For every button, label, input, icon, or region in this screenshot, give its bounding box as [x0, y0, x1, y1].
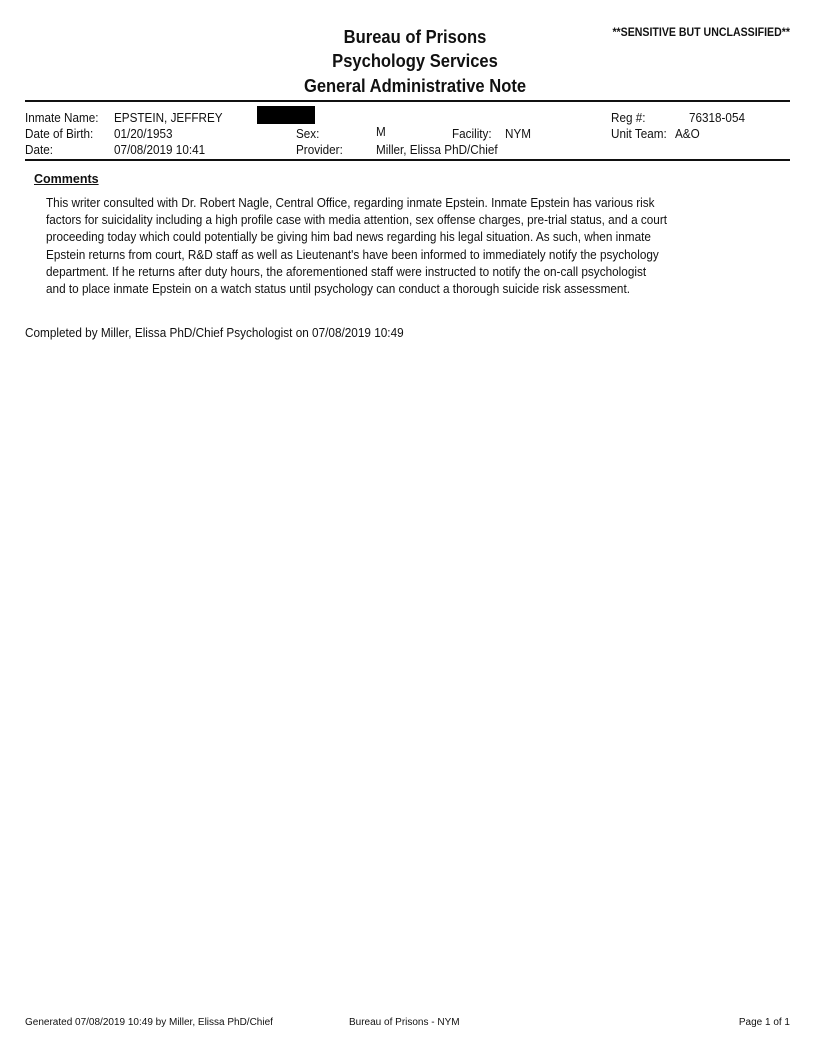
footer-facility: Bureau of Prisons - NYM: [349, 1017, 460, 1028]
completed-by: Completed by Miller, Elissa PhD/Chief Psychologist on 07/08/2019 10:49: [25, 325, 404, 340]
reg-label: Reg #:: [611, 110, 646, 125]
title-department: Psychology Services: [332, 51, 498, 71]
comments-line: This writer consulted with Dr. Robert Nagle, Central Office, regarding inmate Epstein. Inmate Epstein has various risk: [46, 195, 655, 210]
unit-team-label: Unit Team:: [611, 126, 667, 141]
facility-label: Facility:: [452, 126, 492, 141]
classification-marking: **SENSITIVE BUT UNCLASSIFIED**: [612, 27, 790, 39]
title-note-type: General Administrative Note: [303, 76, 527, 96]
provider-label: Provider:: [296, 142, 343, 157]
facility-value: NYM: [505, 126, 532, 141]
redaction-block: [257, 106, 315, 124]
footer-page-number: Page 1 of 1: [738, 1017, 790, 1028]
comments-line: Epstein returns from court, R&D staff as well as Lieutenant's have been informed to immediately notify the psychology: [46, 246, 659, 262]
comments-body: [46, 194, 667, 297]
comments-line: factors for suicidality including a high profile case with media attention, sex offense charges, pre-trial status, and a court: [46, 212, 668, 228]
provider-value: Miller, Elissa PhD/Chief: [376, 142, 498, 157]
date-value: 07/08/2019 10:41: [114, 142, 206, 157]
bottom-rule: [25, 159, 790, 161]
date-label: Date:: [25, 142, 53, 157]
sex-value: M: [376, 124, 386, 139]
inmate-name-value: EPSTEIN, JEFFREY: [114, 110, 223, 125]
inmate-name-label: Inmate Name:: [25, 110, 99, 125]
comments-line: and to place inmate Epstein on a watch status until psychology can conduct a thorough suicide risk assessment.: [46, 281, 631, 297]
dob-value: 01/20/1953: [114, 126, 173, 141]
footer-generated: Generated 07/08/2019 10:49 by Miller, Elissa PhD/Chief: [25, 1017, 273, 1028]
top-rule: [25, 100, 790, 102]
sex-label: Sex:: [296, 126, 320, 141]
comments-line: proceeding today which could potentially be giving him bad news regarding his legal situation. As such, when inmate: [46, 229, 651, 245]
unit-team-value: A&O: [675, 126, 700, 141]
reg-value: 76318-054: [689, 110, 745, 125]
comments-line: department. If he returns after duty hours, the aforementioned staff were instructed to notify the on-call psychologist: [46, 263, 647, 279]
title-agency: Bureau of Prisons: [343, 27, 487, 47]
dob-label: Date of Birth:: [25, 126, 94, 141]
comments-heading: Comments: [34, 172, 99, 186]
